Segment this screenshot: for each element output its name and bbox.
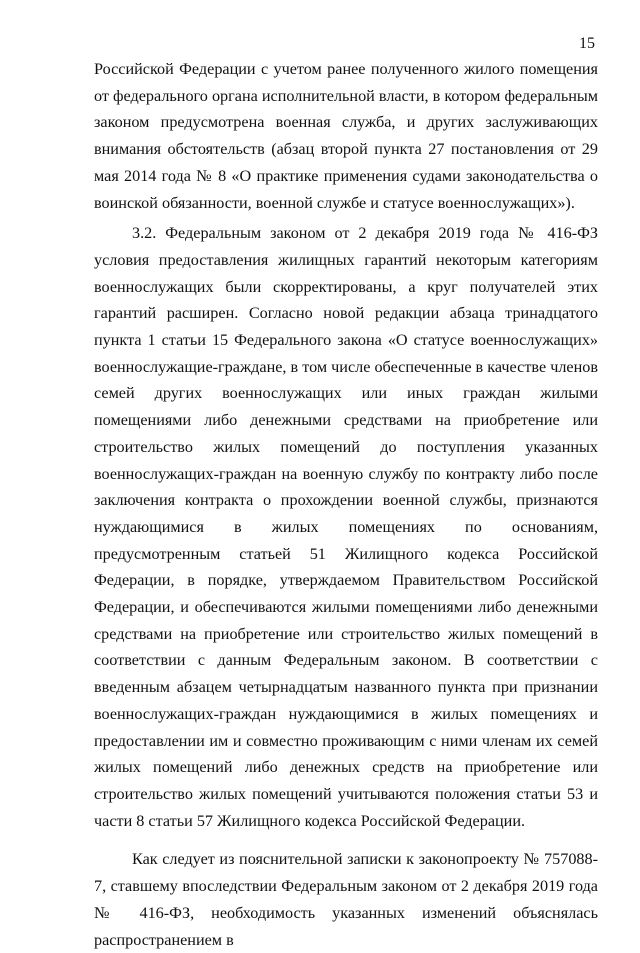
page-number: 15 [579, 35, 595, 52]
paragraph-section-3-2: 3.2. Федеральным законом от 2 декабря 2019 года № 416-ФЗ условия предоставления жилищных гарантий некоторым категориям военнослужащих были скорректированы, а круг получателей этих гарантий расширен. Согласно новой редакции абзаца тринадцатого пункта 1 статьи 15 Федерального закона «О статусе военнослужащих» военнослужащие-граждане, в том числе обеспеченные в качестве членов семей других военнослужащих или иных граждан жилыми помещениями либо денежными средствами на приобретение или строительство жилых помещений до поступления указанных военнослужащих-граждан на военную службу по контракту либо после заключения контракта о прохождении военной службы, признаются нуждающимися в жилых помещениях по основаниям, предусмотренным статьей 51 Жилищного кодекса Российской Федерации, в порядке, утверждаемом Правительством Российской Федерации, и обеспечиваются жилыми помещениями либо денежными средствами на приобретение или строительство жилых помещений в соответствии с данным Федеральным законом. В соответствии с введенным абзацем четырнадцатым названного пункта при признании военнослужащих-граждан нуждающимися в жилых помещениях и предоставлении им и совместно проживающим с ними членам их семей жилых помещений либо денежных средств на приобретение или строительство жилых помещений учитываются положения статьи 53 и части 8 статьи 57 Жилищного кодекса Российской Федерации. [94, 224, 598, 830]
paragraph-explanatory-note: Как следует из пояснительной записки к законопроекту № 757088-7, ставшему впоследствии Федеральным законом от 2 декабря 2019 года № 416-ФЗ, необходимость указанных изменений объяснялась распространением в [94, 850, 598, 949]
document-body [94, 56, 598, 953]
paragraph-continuation: Российской Федерации с учетом ранее полученного жилого помещения от федерального органа исполнительной власти, в котором федеральным законом предусмотрена военная служба, и других заслуживающих внимания обстоятельств (абзац второй пункта 27 постановления от 29 мая 2014 года № 8 «О практике применения судами законодательства о воинской обязанности, военной службе и статусе военнослужащих»). [94, 60, 598, 212]
